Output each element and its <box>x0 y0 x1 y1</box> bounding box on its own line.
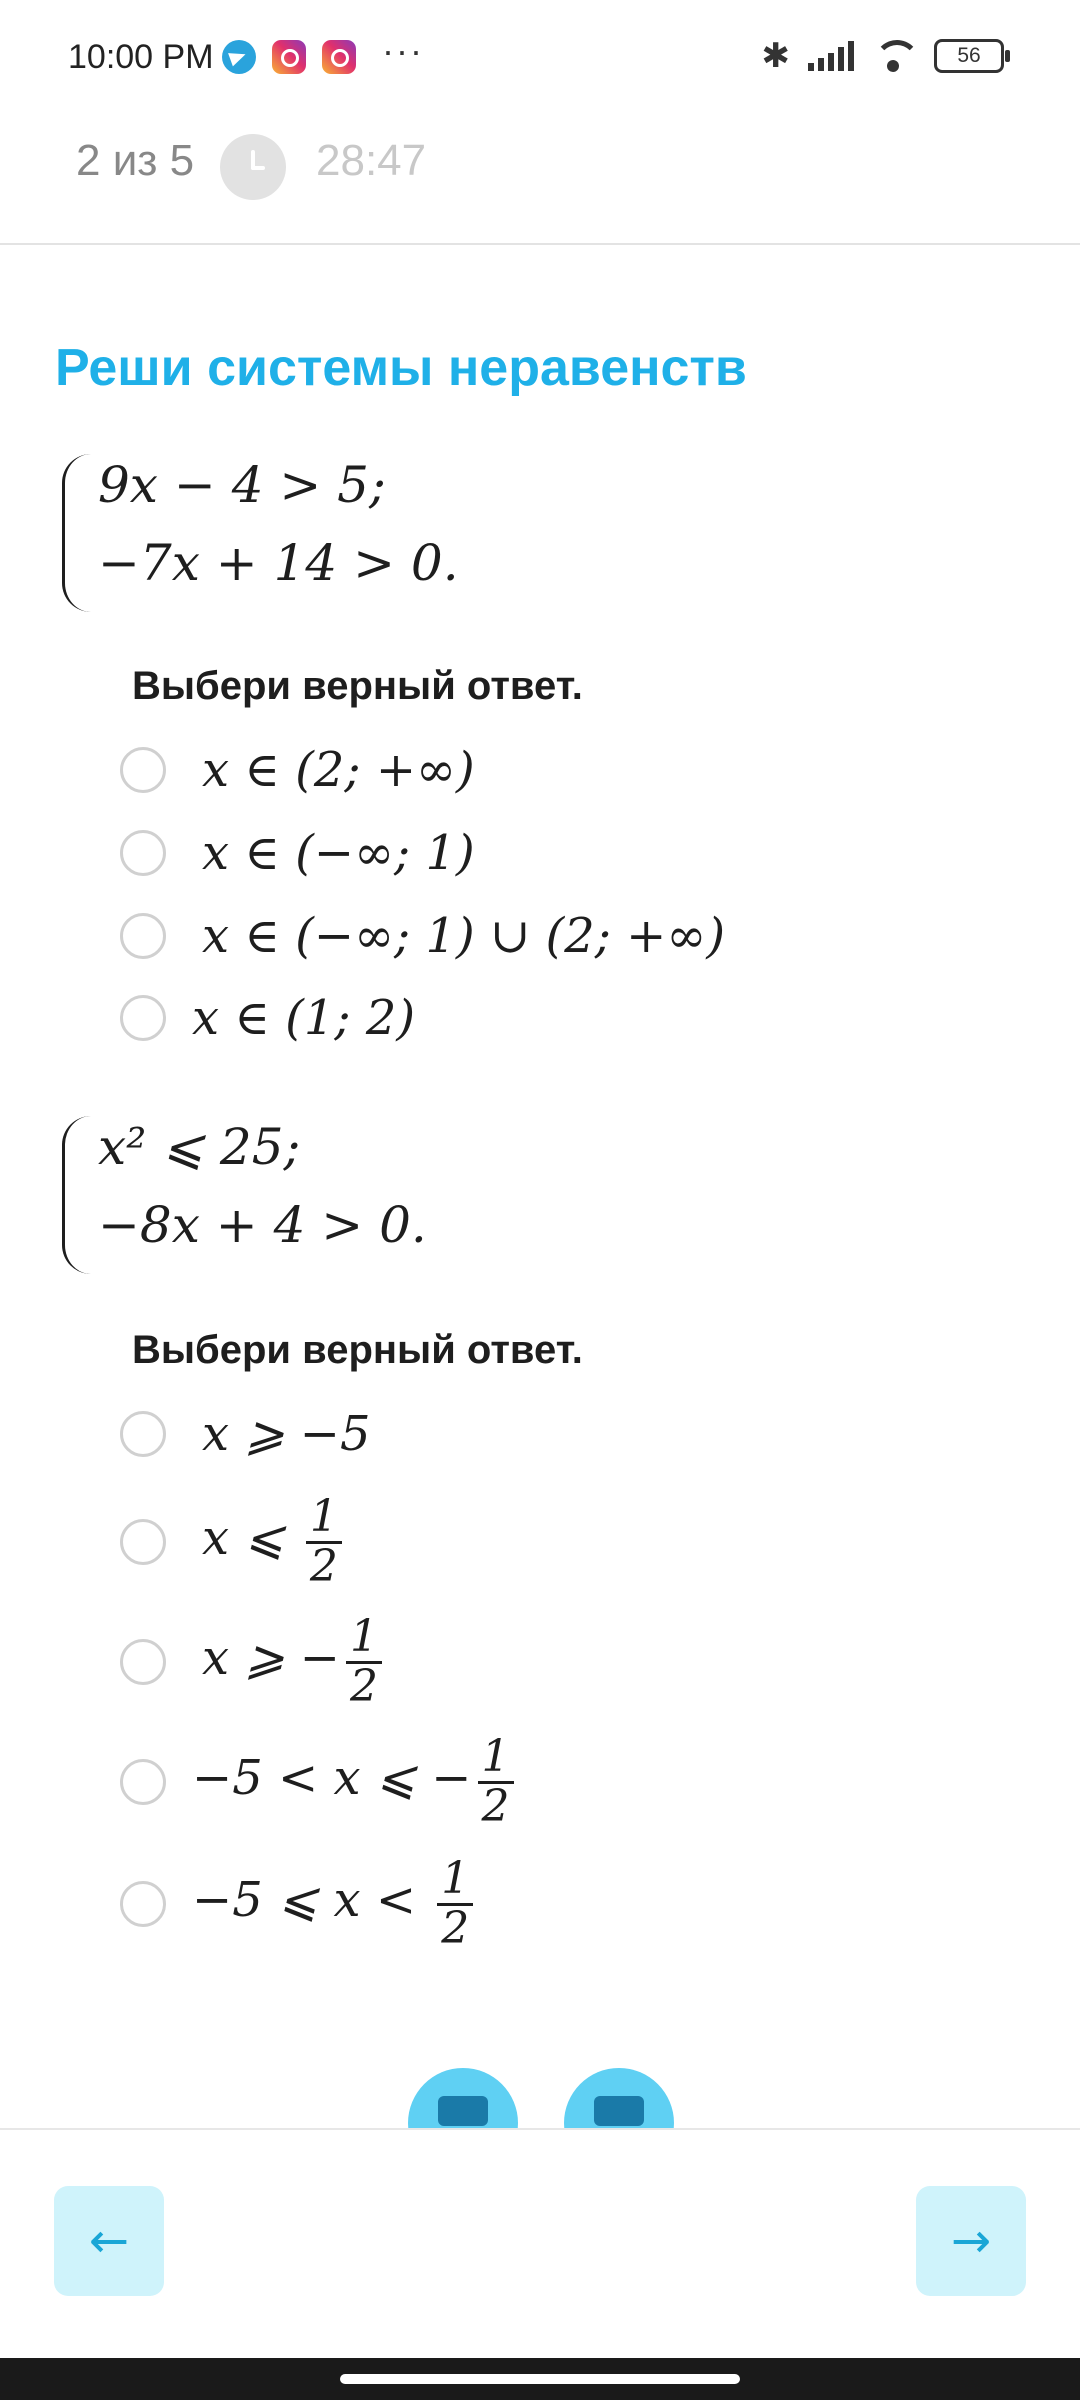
fraction-denominator: 2 <box>309 1540 338 1592</box>
progress-header <box>0 110 1080 245</box>
system-line: 9x − 4 > 5; <box>98 456 386 514</box>
arrow-left-icon: ← <box>88 2213 130 2269</box>
radio-button[interactable] <box>120 995 166 1041</box>
option-text: −5 < x ⩽ − <box>192 1750 472 1807</box>
fraction <box>437 1853 473 1954</box>
option-label <box>202 1611 382 1712</box>
answer-option[interactable] <box>120 1731 514 1832</box>
answer-option[interactable] <box>120 740 475 800</box>
answer-option[interactable] <box>120 1404 371 1464</box>
fraction <box>478 1731 514 1832</box>
system-line: −7x + 14 > 0. <box>98 534 459 592</box>
page-title: Реши системы неравенств <box>55 339 747 397</box>
option-text: −5 ⩽ x < <box>192 1872 432 1929</box>
option-text: x ⩽ <box>202 1510 300 1567</box>
answer-option[interactable] <box>120 988 415 1048</box>
fraction-denominator: 2 <box>441 1902 470 1954</box>
system-line: x² ⩽ 25; <box>98 1118 301 1176</box>
fraction <box>346 1611 382 1712</box>
answer-prompt: Выбери верный ответ. <box>132 664 583 708</box>
answer-prompt: Выбери верный ответ. <box>132 1328 583 1372</box>
fraction <box>306 1491 342 1592</box>
option-text: x ⩾ − <box>202 1630 341 1687</box>
system-navigation-bar <box>0 2358 1080 2400</box>
bluetooth-icon: ✱ <box>761 36 790 76</box>
more-notifications-icon: ··· <box>382 30 424 71</box>
radio-button[interactable] <box>120 1519 166 1565</box>
radio-button[interactable] <box>120 1881 166 1927</box>
question-counter: 2 из 5 <box>76 136 195 185</box>
radio-button[interactable] <box>120 747 166 793</box>
option-label <box>192 1731 514 1832</box>
option-label: x ∈ (−∞; 1) ∪ (2; +∞) <box>202 908 726 964</box>
answer-option[interactable] <box>120 1611 382 1712</box>
next-button[interactable] <box>916 2186 1026 2296</box>
fraction-numerator: 1 <box>346 1614 382 1663</box>
bottom-navigation <box>0 2128 1080 2360</box>
option-label <box>192 1853 473 1954</box>
fraction-numerator: 1 <box>306 1494 342 1543</box>
system-brace <box>62 1116 91 1274</box>
status-bar <box>0 0 1080 110</box>
battery-icon: 56 <box>934 39 1004 73</box>
signal-icon <box>808 41 854 71</box>
arrow-right-icon: → <box>950 2213 992 2269</box>
thumbs-down-icon <box>438 2096 488 2126</box>
home-indicator[interactable] <box>340 2374 740 2384</box>
radio-button[interactable] <box>120 1759 166 1805</box>
timer: 28:47 <box>316 136 427 185</box>
answer-option[interactable] <box>120 823 475 883</box>
fraction-denominator: 2 <box>481 1780 510 1832</box>
option-label: x ∈ (−∞; 1) <box>202 825 475 881</box>
option-label: x ∈ (1; 2) <box>192 990 416 1046</box>
option-label <box>202 1406 371 1462</box>
fraction-numerator: 1 <box>478 1734 514 1783</box>
option-label: x ∈ (2; +∞) <box>202 742 475 798</box>
option-label <box>202 1491 342 1592</box>
radio-button[interactable] <box>120 913 166 959</box>
status-time: 10:00 PM <box>68 38 214 76</box>
fraction-denominator: 2 <box>350 1660 379 1712</box>
wifi-icon <box>872 40 916 72</box>
telegram-icon <box>222 40 256 74</box>
answer-option[interactable] <box>120 906 725 966</box>
fraction-numerator: 1 <box>437 1856 473 1905</box>
radio-button[interactable] <box>120 1639 166 1685</box>
system-line: −8x + 4 > 0. <box>98 1196 427 1254</box>
answer-option[interactable] <box>120 1853 473 1954</box>
system-brace <box>62 454 91 612</box>
clock-icon <box>220 134 286 200</box>
previous-button[interactable] <box>54 2186 164 2296</box>
instagram-icon <box>322 40 356 74</box>
option-text: x ⩾ −5 <box>202 1406 371 1462</box>
radio-button[interactable] <box>120 1411 166 1457</box>
radio-button[interactable] <box>120 830 166 876</box>
instagram-icon <box>272 40 306 74</box>
thumbs-up-icon <box>594 2096 644 2126</box>
answer-option[interactable] <box>120 1491 342 1592</box>
